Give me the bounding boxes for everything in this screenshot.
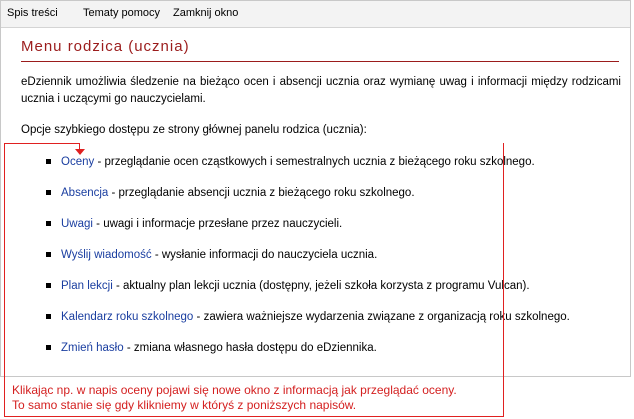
intro-paragraph: eDziennik umożliwia śledzenie na bieżąco ocen i absencji ucznia oraz wymianę uwag i informacji między rodzicami ucznia i uczącymi go nauczycielami. <box>21 76 621 105</box>
option-description: - uwagi i informacje przesłane przez nauczycieli. <box>92 218 343 230</box>
annotation-line: Klikając np. w napis oceny pojawi się nowe okno z informacją jak przeglądać oceny. <box>12 383 457 397</box>
title-divider <box>21 61 619 62</box>
annotation-text <box>12 383 457 413</box>
option-description: - aktualny plan lekcji ucznia (dostępny, jeżeli szkoła korzysta z programu Vulcan). <box>112 280 530 292</box>
option-description: - zawiera ważniejsze wydarzenia związane z organizacją roku szkolnego. <box>193 311 570 323</box>
link-school-calendar[interactable]: Kalendarz roku szkolnego <box>61 311 194 323</box>
option-description: - przeglądanie absencji ucznia z bieżącego roku szkolnego. <box>108 187 415 199</box>
option-description: - zmiana własnego hasła dostępu do eDziennika. <box>123 342 377 354</box>
link-timetable[interactable]: Plan lekcji <box>61 280 113 292</box>
bullet-icon <box>46 314 51 319</box>
toolbar-close-window-link[interactable]: Zamknij okno <box>173 7 239 19</box>
option-description: - wysłanie informacji do nauczyciela ucznia. <box>151 249 378 261</box>
bullet-icon <box>46 190 51 195</box>
annotation-connector-line <box>4 143 80 144</box>
option-description: - przeglądanie ocen cząstkowych i semestralnych ucznia z bieżącego roku szkolnego. <box>94 156 535 168</box>
bullet-icon <box>46 159 51 164</box>
help-content <box>1 28 630 376</box>
bullet-icon <box>46 252 51 257</box>
annotation-arrow-icon <box>75 149 85 155</box>
link-change-password[interactable]: Zmień hasło <box>61 342 124 354</box>
bullet-icon <box>46 345 51 350</box>
toolbar-contents-link[interactable]: Spis treści <box>7 7 58 19</box>
link-remarks[interactable]: Uwagi <box>61 218 93 230</box>
bullet-icon <box>46 283 51 288</box>
annotation-line: To samo stanie się gdy klikniemy w któryś z poniższych napisów. <box>12 398 357 412</box>
link-absence[interactable]: Absencja <box>61 187 109 199</box>
bullet-icon <box>46 221 51 226</box>
link-grades[interactable]: Oceny <box>61 156 95 168</box>
page-title: Menu rodzica (ucznia) <box>21 38 190 55</box>
help-toolbar <box>1 1 630 28</box>
options-lead: Opcje szybkiego dostępu ze strony głównej panelu rodzica (ucznia): <box>21 124 367 136</box>
toolbar-help-topics-link[interactable]: Tematy pomocy <box>83 7 161 19</box>
link-send-message[interactable]: Wyślij wiadomość <box>61 249 152 261</box>
